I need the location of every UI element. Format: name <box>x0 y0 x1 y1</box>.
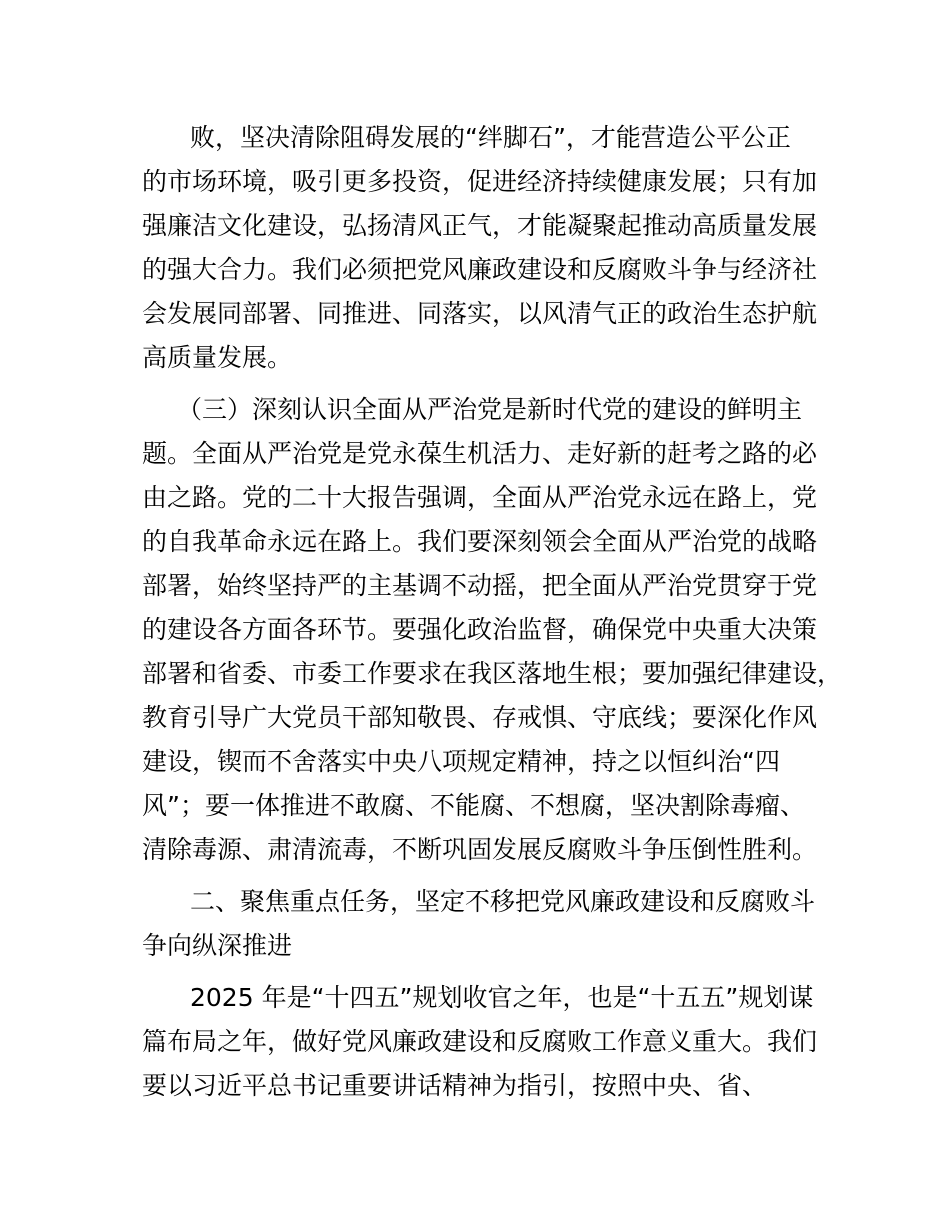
text-line: 2025 年是“十四五”规划收官之年，也是“十五五”规划谋 <box>190 983 814 1012</box>
text-line: 题。全面从严治党是党永葆生机活力、走好新的赶考之路的必 <box>142 439 818 468</box>
section-heading-line: （三）深刻认识全面从严治党是新时代党的建设的鲜明主 <box>177 395 803 424</box>
text-line: 败，坚决清除阻碍发展的“绊脚石”，才能营造公平公正 <box>190 123 791 152</box>
text-line: 部署和省委、市委工作要求在我区落地生根；要加强纪律建设， <box>142 659 843 688</box>
text-line: 的建设各方面各环节。要强化政治监督，确保党中央重大决策 <box>142 615 818 644</box>
text-line: 建设，锲而不舍落实中央八项规定精神，持之以恒纠治“四 <box>142 747 780 776</box>
text-line: 的自我革命永远在路上。我们要深刻领会全面从严治党的战略 <box>142 527 818 556</box>
text-line: 要以习近平总书记重要讲话精神为指引，按照中央、省、 <box>142 1071 768 1100</box>
text-line: 的市场环境，吸引更多投资，促进经济持续健康发展；只有加 <box>142 167 818 196</box>
text-line: 篇布局之年，做好党风廉政建设和反腐败工作意义重大。我们 <box>142 1027 818 1056</box>
text-line: 教育引导广大党员干部知敬畏、存戒惧、守底线；要深化作风 <box>142 703 818 732</box>
text-line: 清除毒源、肃清流毒，不断巩固发展反腐败斗争压倒性胜利。 <box>142 835 818 864</box>
text-line: 的强大合力。我们必须把党风廉政建设和反腐败斗争与经济社 <box>142 255 818 284</box>
text-line: 高质量发展。 <box>142 343 293 372</box>
section-heading-line: 争向纵深推进 <box>142 931 293 960</box>
text-line: 风”；要一体推进不敢腐、不能腐、不想腐，坚决割除毒瘤、 <box>142 791 805 820</box>
text-line: 部署，始终坚持严的主基调不动摇，把全面从严治党贯穿于党 <box>142 571 818 600</box>
text-line: 由之路。党的二十大报告强调，全面从严治党永远在路上，党 <box>142 483 818 512</box>
section-heading-line: 二、聚焦重点任务，坚定不移把党风廉政建设和反腐败斗 <box>190 887 816 916</box>
text-line: 会发展同部署、同推进、同落实，以风清气正的政治生态护航 <box>142 299 818 328</box>
text-line: 强廉洁文化建设，弘扬清风正气，才能凝聚起推动高质量发展 <box>142 211 818 240</box>
